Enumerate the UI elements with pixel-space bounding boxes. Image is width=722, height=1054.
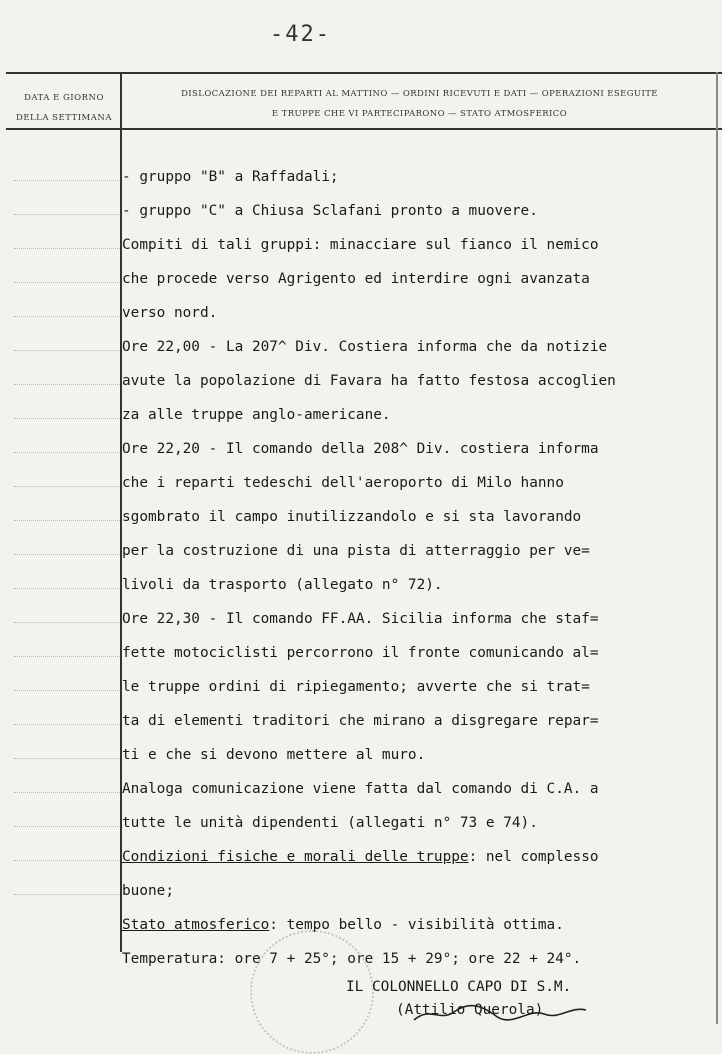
text-line: ta di elementi traditori che mirano a disgregare repar= (122, 713, 599, 729)
conditions-line (122, 847, 599, 867)
conditions-line-2: buone; (122, 883, 174, 899)
page-number: -42- (270, 22, 331, 47)
text-line: che procede verso Agrigento ed interdire ogni avanzata (122, 271, 590, 287)
handwritten-signature (410, 1000, 590, 1024)
content-column-header (122, 84, 717, 124)
date-header-line2: DELLA SETTIMANA (16, 113, 112, 123)
text-line: per la costruzione di una pista di atterraggio per ve= (122, 543, 590, 559)
content-header-line2: E TRUPPE CHE VI PARTECIPARONO — STATO ATMOSFERICO (271, 109, 568, 119)
text-line: sgombrato il campo inutilizzandolo e si sta lavorando (122, 509, 582, 525)
header-bottom-rule (6, 128, 722, 130)
text-line: livoli da trasporto (allegato n° 72). (122, 577, 443, 593)
weather-text: : tempo bello - visibilità ottima. (269, 917, 564, 933)
text-line: Compiti di tali gruppi: minacciare sul fianco il nemico (122, 237, 599, 253)
conditions-text: : nel complesso (468, 849, 599, 865)
text-line: - gruppo "B" a Raffadali; (122, 169, 339, 185)
date-header-line1: DATA E GIORNO (24, 93, 104, 103)
text-line: Analoga comunicazione viene fatta dal comando di C.A. a (122, 781, 599, 797)
text-line: Ore 22,00 - La 207^ Div. Costiera informa che da notizie (122, 339, 608, 355)
text-line: che i reparti tedeschi dell'aeroporto di Milo hanno (122, 475, 564, 491)
text-line: ti e che si devono mettere al muro. (122, 747, 426, 763)
signatory-name: (Attilio Querola) (396, 1002, 544, 1018)
weather-label: Stato atmosferico (122, 917, 270, 933)
top-rule (6, 72, 722, 74)
content-header-line1: DISLOCAZIONE DEI REPARTI AL MATTINO — ORDINI RICEVUTI E DATI — OPERAZIONI ESEGUITE (181, 89, 658, 99)
text-line: avute la popolazione di Favara ha fatto festosa accoglien (122, 373, 616, 389)
text-line: verso nord. (122, 305, 218, 321)
temperature-line: Temperatura: ore 7 + 25°; ore 15 + 29°; ore 22 + 24°. (122, 951, 582, 967)
signatory-title: IL COLONNELLO CAPO DI S.M. (346, 979, 572, 995)
text-line: Ore 22,30 - Il comando FF.AA. Sicilia informa che staf= (122, 611, 599, 627)
text-line: fette motociclisti percorrono il fronte comunicando al= (122, 645, 599, 661)
text-line: le truppe ordini di ripiegamento; avverte che si trat= (122, 679, 590, 695)
conditions-label: Condizioni fisiche e morali delle truppe (122, 849, 469, 865)
right-margin-rule (716, 72, 718, 1024)
weather-line (122, 915, 564, 935)
text-line: Ore 22,20 - Il comando della 208^ Div. costiera informa (122, 441, 599, 457)
text-line: za alle truppe anglo-americane. (122, 407, 391, 423)
date-column-header (14, 88, 114, 128)
text-line: - gruppo "C" a Chiusa Sclafani pronto a muovere. (122, 203, 538, 219)
text-line: tutte le unità dipendenti (allegati n° 73 e 74). (122, 815, 538, 831)
